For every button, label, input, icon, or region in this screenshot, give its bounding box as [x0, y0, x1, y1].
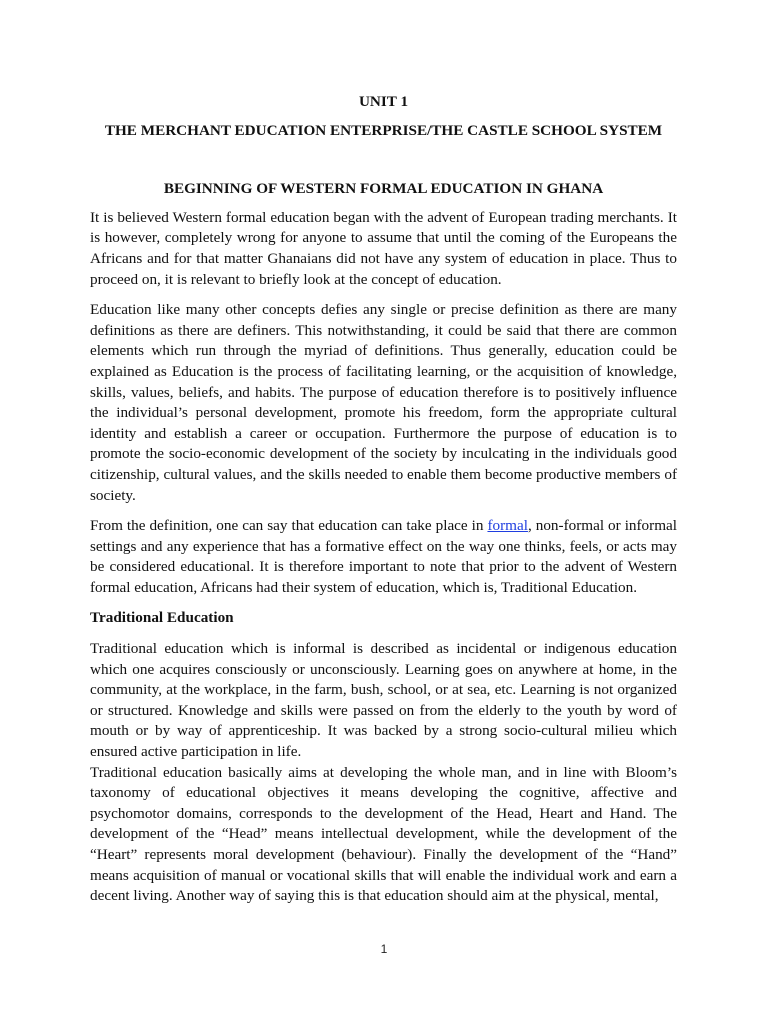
section-heading: BEGINNING OF WESTERN FORMAL EDUCATION IN GHANA: [163, 180, 604, 198]
page-number: 1: [380, 942, 388, 956]
paragraph-settings-text-start: From the definition, one can say that education can take place in: [90, 517, 488, 535]
paragraph-settings: [90, 516, 677, 598]
paragraph-intro: It is believed Western formal education began with the advent of European trading merchants. It is however, completely wrong for anyone to assume that until the coming of the Europeans the Africans and for that matter Ghanaians did not have any system of education in place. Thus to proceed on, it is relevant to briefly look at the concept of education.: [90, 208, 677, 288]
paragraph-definition: Education like many other concepts defies any single or precise definition as there are many definitions as there are definers. This notwithstanding, it could be said that there are common elements which run through the myriad of definitions. Thus generally, education could be explained as Education is the process of facilitating learning, or the acquisition of knowledge, skills, values, beliefs, and habits. The purpose of education therefore is to positively influence the individual’s personal development, promote his freedom, form the appropriate cultural identity and establish a career or occupation. Furthermore the purpose of education is to promote the socio-economic development of the society by inculcating in the individuals good citizenship, cultural values, and the skills needed to enable them become productive members of society.: [90, 301, 677, 504]
paragraph-traditional-informal: Traditional education which is informal is described as incidental or indigenous education which one acquires consciously or unconsciously. Learning goes on anywhere at home, in the community, at the workplace, in the farm, bush, school, or at sea, etc. Learning is not organized or structured. Knowledge and skills were passed on from the elderly to the youth by word of mouth or by way of apprenticeship. It was backed by a strong socio-cultural milieu which ensured active participation in life.: [90, 640, 677, 761]
document-body: [90, 92, 677, 907]
formal-link[interactable]: formal: [487, 517, 528, 535]
unit-label: UNIT 1: [358, 93, 409, 110]
unit-title: THE MERCHANT EDUCATION ENTERPRISE/THE CASTLE SCHOOL SYSTEM: [104, 121, 663, 139]
paragraph-settings-text-end: , non-formal or informal settings and any experience that has a formative effect on the way one thinks, feels, or acts may be considered educational. It is therefore important to note that prior to the advent of Western formal education, Africans had their system of education, which is, Traditional Education.: [90, 517, 677, 596]
subheading-traditional-education: Traditional Education: [90, 609, 234, 627]
paragraph-traditional-aims: Traditional education basically aims at developing the whole man, and in line with Bloom’s taxonomy of educational objectives it means developing the cognitive, affective and psychomotor domains, corresponds to the development of the Head, Heart and Hand. The development of the “Head” means intellectual development, while the development of the “Heart” represents moral development (behaviour). Finally the development of the “Hand” means acquisition of manual or vocational skills that will enable the individual work and earn a decent living. Another way of saying this is that education should aim at the physical, mental,: [90, 763, 677, 905]
